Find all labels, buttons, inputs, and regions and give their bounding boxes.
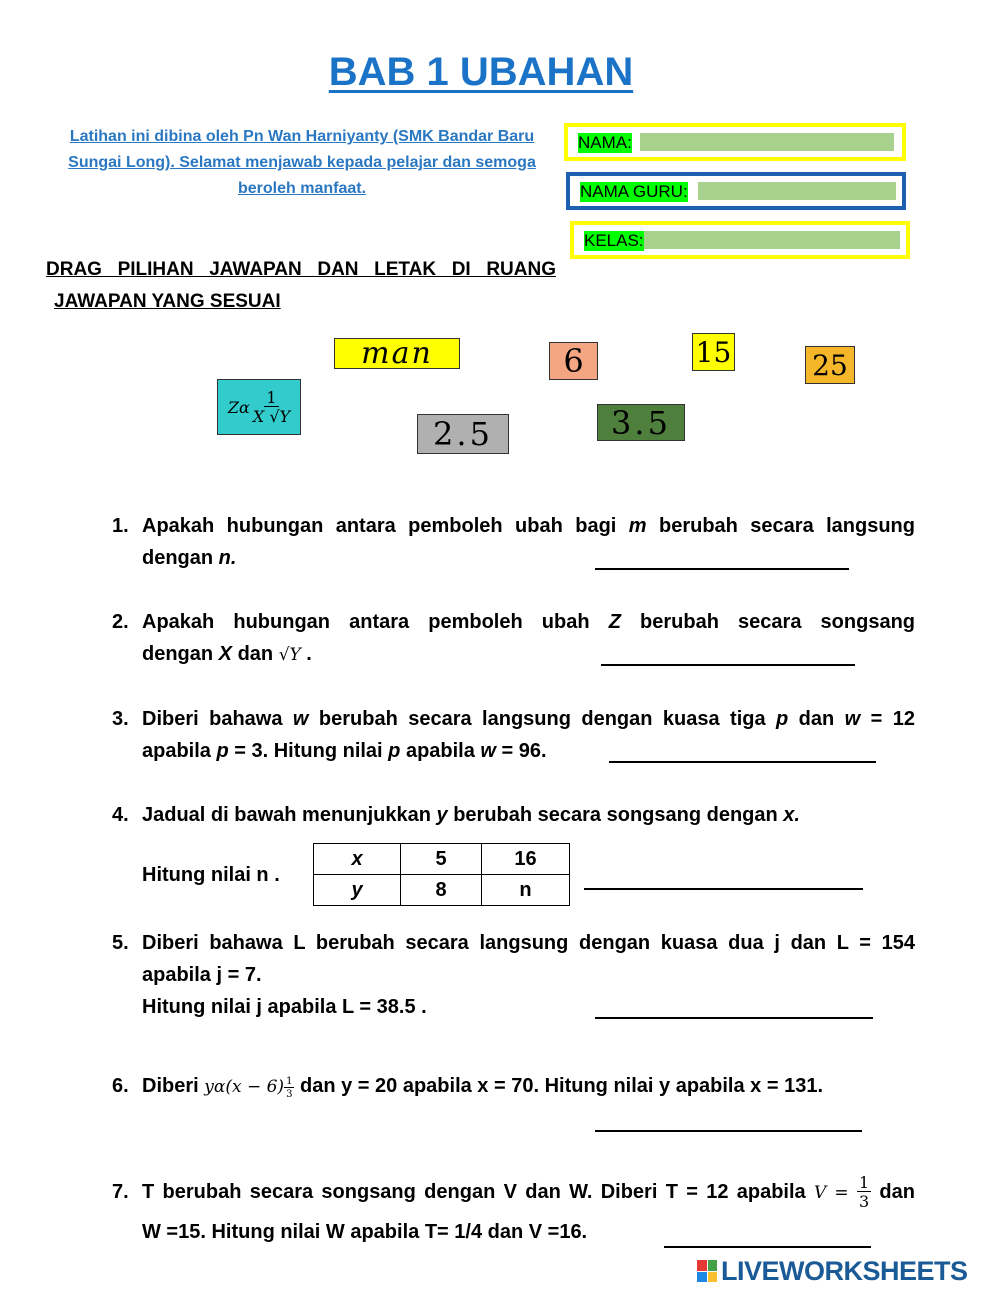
- question-6: [112, 1070, 915, 1103]
- question-2-line-2: dengan X dan √Y .: [142, 643, 312, 665]
- question-1-line-2: dengan n.: [142, 547, 237, 569]
- question-2: [112, 606, 915, 671]
- question-5: [112, 927, 915, 1023]
- option-6[interactable]: 6: [549, 342, 598, 380]
- liveworksheets-logo-icon: [697, 1260, 717, 1282]
- question-number: 3.: [112, 708, 129, 730]
- kelas-label: KELAS:: [584, 231, 644, 250]
- question-2-line-1: Apakah hubungan antara pemboleh ubah Z berubah secara songsang: [142, 611, 915, 633]
- table-cell: n: [482, 875, 570, 906]
- option-z-inverse-formula[interactable]: [217, 379, 301, 435]
- liveworksheets-logo: [697, 1256, 968, 1286]
- question-6-line-1: Diberi yα(x − 6) $\frac{1}{3}$ dan y = 20 apabila x = 70. Hitung nilai y apabila x = 131.: [142, 1075, 824, 1101]
- question-5-line-2: apabila j = 7.: [142, 964, 262, 986]
- nama-input[interactable]: [640, 133, 894, 151]
- option-z-denominator: X √Y: [252, 406, 291, 426]
- table-cell: 8: [401, 875, 482, 906]
- question-4-calc: Hitung nilai n .: [142, 864, 280, 886]
- question-7-line-2: W =15. Hitung nilai W apabila T= 1/4 dan V =16.: [142, 1221, 588, 1243]
- nama-guru-label: NAMA GURU:: [580, 182, 688, 201]
- answer-drop-zone-2[interactable]: [601, 664, 855, 666]
- kelas-field[interactable]: [570, 221, 910, 259]
- nama-field[interactable]: [564, 123, 906, 161]
- question-4: [112, 799, 915, 831]
- instruction-line-1: DRAG PILIHAN JAWAPAN DAN LETAK DI RUANG: [46, 259, 556, 280]
- option-25[interactable]: 25: [805, 346, 855, 384]
- page-title: BAB 1 UBAHAN: [328, 50, 634, 94]
- nama-guru-field[interactable]: [566, 172, 906, 210]
- question-number: 5.: [112, 932, 129, 954]
- option-3-5[interactable]: 3.5: [597, 404, 685, 441]
- question-3-line-2: apabila p = 3. Hitung nilai p apabila w = 96.: [142, 740, 547, 762]
- question-4-table: [313, 843, 570, 906]
- option-z-numerator: 1: [266, 387, 277, 407]
- option-man[interactable]: man: [334, 338, 460, 369]
- question-number: 2.: [112, 611, 129, 633]
- instruction: [46, 254, 556, 318]
- logo-text: LIVEWORKSHEETS: [721, 1255, 968, 1286]
- question-6-expression: yα(x − 6): [204, 1077, 285, 1097]
- question-1-line-1: Apakah hubungan antara pemboleh ubah bagi m berubah secara langsung: [142, 515, 915, 537]
- question-1: [112, 510, 915, 574]
- question-4-line-1: Jadual di bawah menunjukkan y berubah secara songsang dengan x.: [142, 804, 800, 826]
- nama-guru-input[interactable]: [698, 182, 896, 200]
- kelas-input[interactable]: [644, 231, 900, 249]
- question-5-line-1: Diberi bahawa L berubah secara langsung dengan kuasa dua j dan L = 154: [142, 932, 915, 954]
- question-7-line-1: T berubah secara songsang dengan V dan W. Diberi T = 12 apabila V = $\frac{1}{3}$ dan: [142, 1173, 915, 1212]
- answer-drop-zone-1[interactable]: [595, 568, 849, 570]
- question-5-line-3: Hitung nilai j apabila L = 38.5 .: [142, 996, 427, 1018]
- question-3-line-1: Diberi bahawa w berubah secara langsung dengan kuasa tiga p dan w = 12: [142, 708, 916, 730]
- table-row: [314, 875, 570, 906]
- answer-drop-zone-5[interactable]: [595, 1017, 873, 1019]
- question-3: [112, 703, 915, 767]
- table-cell: x: [314, 844, 401, 875]
- table-cell: 16: [482, 844, 570, 875]
- question-7: [112, 1172, 915, 1247]
- question-number: 4.: [112, 804, 129, 826]
- table-cell: y: [314, 875, 401, 906]
- answer-drop-zone-7[interactable]: [664, 1246, 871, 1248]
- instruction-line-2: JAWAPAN YANG SESUAI: [54, 291, 281, 312]
- table-row: [314, 844, 570, 875]
- intro-note: Latihan ini dibina oleh Pn Wan Harniyanty (SMK Bandar Baru Sungai Long). Selamat menjawab kepada pelajar dan semoga beroleh manfaat.: [68, 128, 536, 197]
- question-number: 1.: [112, 515, 129, 537]
- answer-drop-zone-4[interactable]: [584, 888, 863, 890]
- question-number: 6.: [112, 1075, 129, 1097]
- answer-drop-zone-3[interactable]: [609, 761, 876, 763]
- option-2-5[interactable]: 2.5: [417, 414, 509, 454]
- option-z-fraction: [252, 387, 291, 426]
- option-15[interactable]: 15: [692, 333, 735, 371]
- answer-drop-zone-6[interactable]: [595, 1130, 862, 1132]
- question-number: 7.: [112, 1181, 129, 1203]
- table-cell: 5: [401, 844, 482, 875]
- option-z-prefix: Zα: [227, 397, 250, 417]
- nama-label: NAMA:: [578, 133, 632, 152]
- question-6-exponent: $\frac{1}{3}$: [286, 1076, 293, 1101]
